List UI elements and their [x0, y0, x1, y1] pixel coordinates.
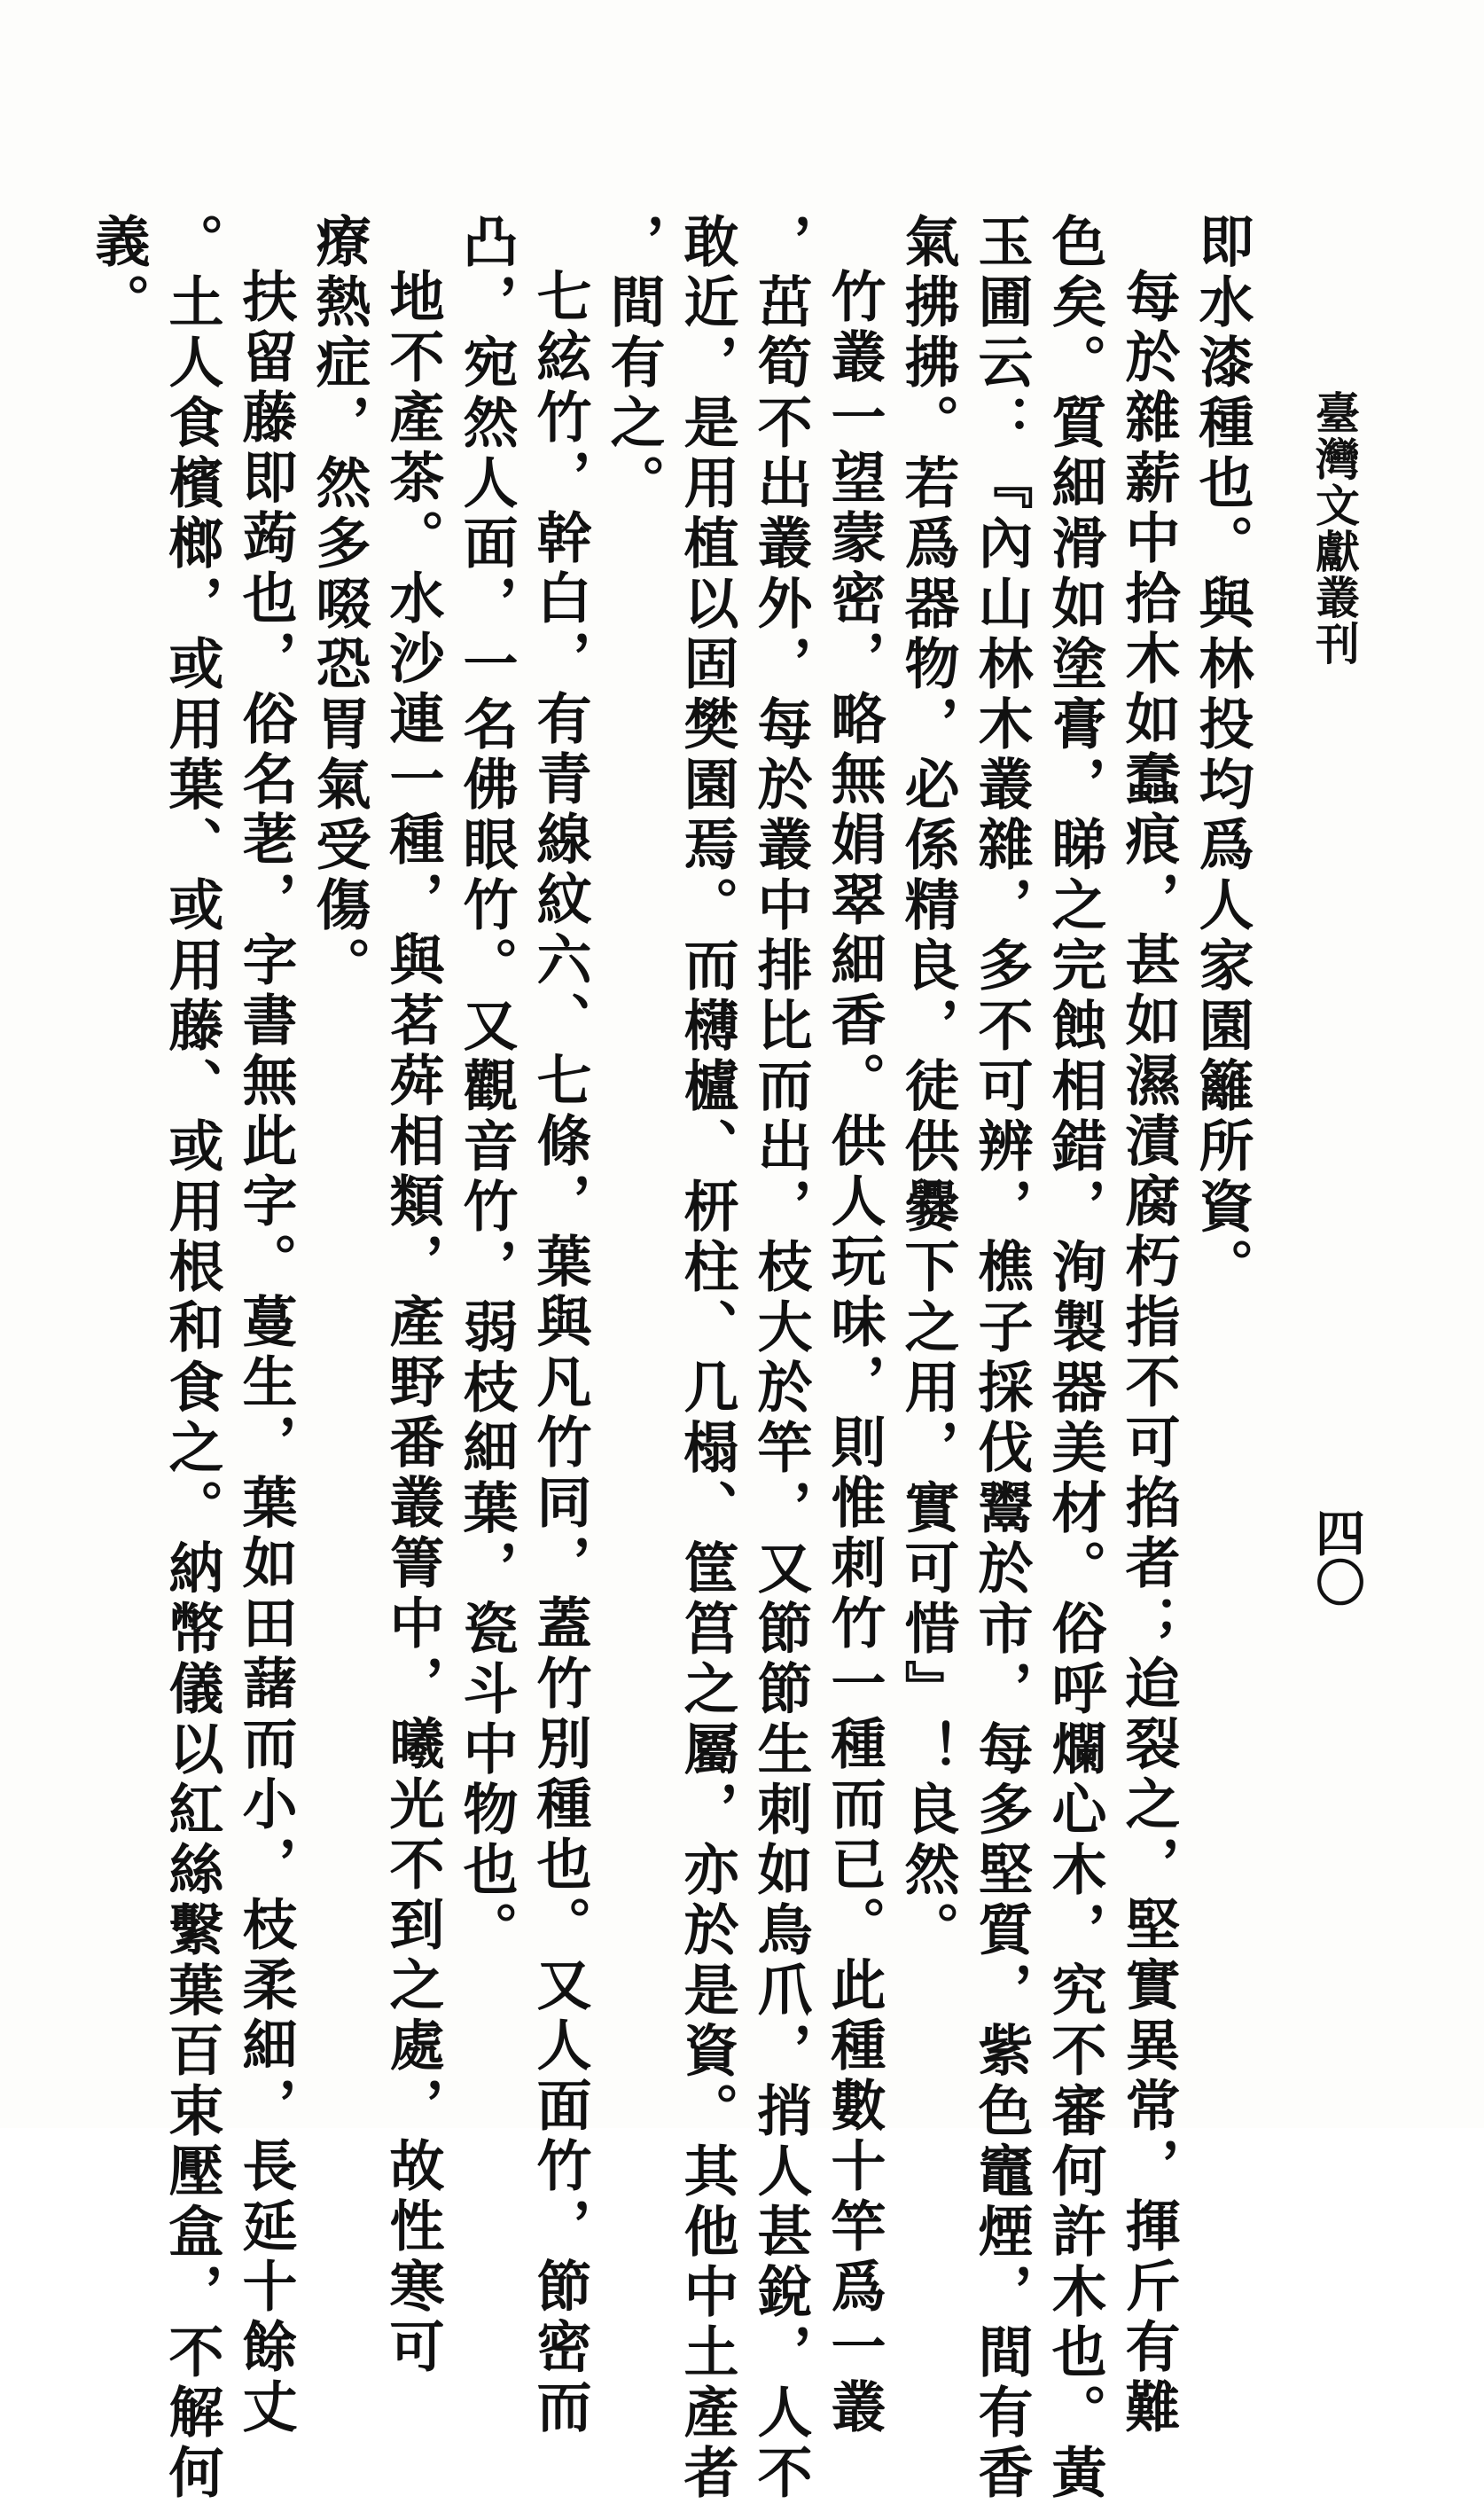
- text-column: 玉圃云：『內山林木叢雜，多不可辨，樵子採伐鬻於市，每多堅質，紫色竈煙，間有香: [969, 213, 1034, 2504]
- running-title: 臺灣文獻叢刊: [1308, 390, 1361, 667]
- text-column: 敢近，是用植以固樊園焉。而欂櫨、枅柱、几榻、筐筥之屬，亦於是資。其他中土產者: [675, 213, 739, 2504]
- text-column: 竹叢一望蒙密，略無娟翠細香。供人玩味，則惟刺竹一種而已。此種數十竿爲一叢: [822, 268, 886, 2438]
- text-column: 義。: [86, 213, 151, 333]
- text-column: 凸，宛然人面，一名佛眼竹。又觀音竹，弱枝細葉，瓷斗中物也。: [454, 213, 519, 1961]
- text-column: 地不產茶。水沙連一種，與茗荈相類，產野番叢箐中，曦光不到之處，故性寒可: [380, 268, 445, 2378]
- text-column: 。土人食檳榔，或用葉、或用藤、或用根和食之。納幣儀以紅絲繫葉百束壓盒，不解何: [160, 213, 224, 2504]
- text-column: 七絃竹，幹白，有青線紋六、七條，葉與凡竹同，蓋竹別種也。又人面竹，節密而: [527, 268, 592, 2438]
- text-column: 療熱症，然多啜恐胃氣受傷。: [307, 213, 371, 997]
- text-column: 氣拂拂。若爲器物，必係精良，徒供爨下之用，實可惜』！良然。: [895, 213, 960, 1961]
- text-column: ，間有之。: [601, 213, 666, 514]
- text-column: 扶留藤即蒟也，俗名荖，字書無此字。蔓生，葉如田藷而小，枝柔細，長延十餘丈: [233, 268, 298, 2438]
- page-number: 四〇: [1308, 1507, 1366, 1607]
- text-column: ，茁筍不出叢外，每於叢中排比而出，枝大於竿，又節節生刺如鳥爪，捎人甚銳，人不: [748, 213, 813, 2504]
- text-column: 即水漆種也。與林投均爲人家園籬所資。: [1190, 213, 1254, 1298]
- text-column: 每於雜薪中拾木如蠢痕，甚如濕漬腐朽指不可掐者；迨裂之，堅實異常，揮斤有難: [1116, 268, 1181, 2438]
- vertical-text-body: [86, 213, 1259, 2504]
- text-column: 色矣。質細滑如塗膏，睇之完蝕相錯，洵製器美材。俗呼爛心木，究不審何許木也。黃: [1043, 213, 1107, 2504]
